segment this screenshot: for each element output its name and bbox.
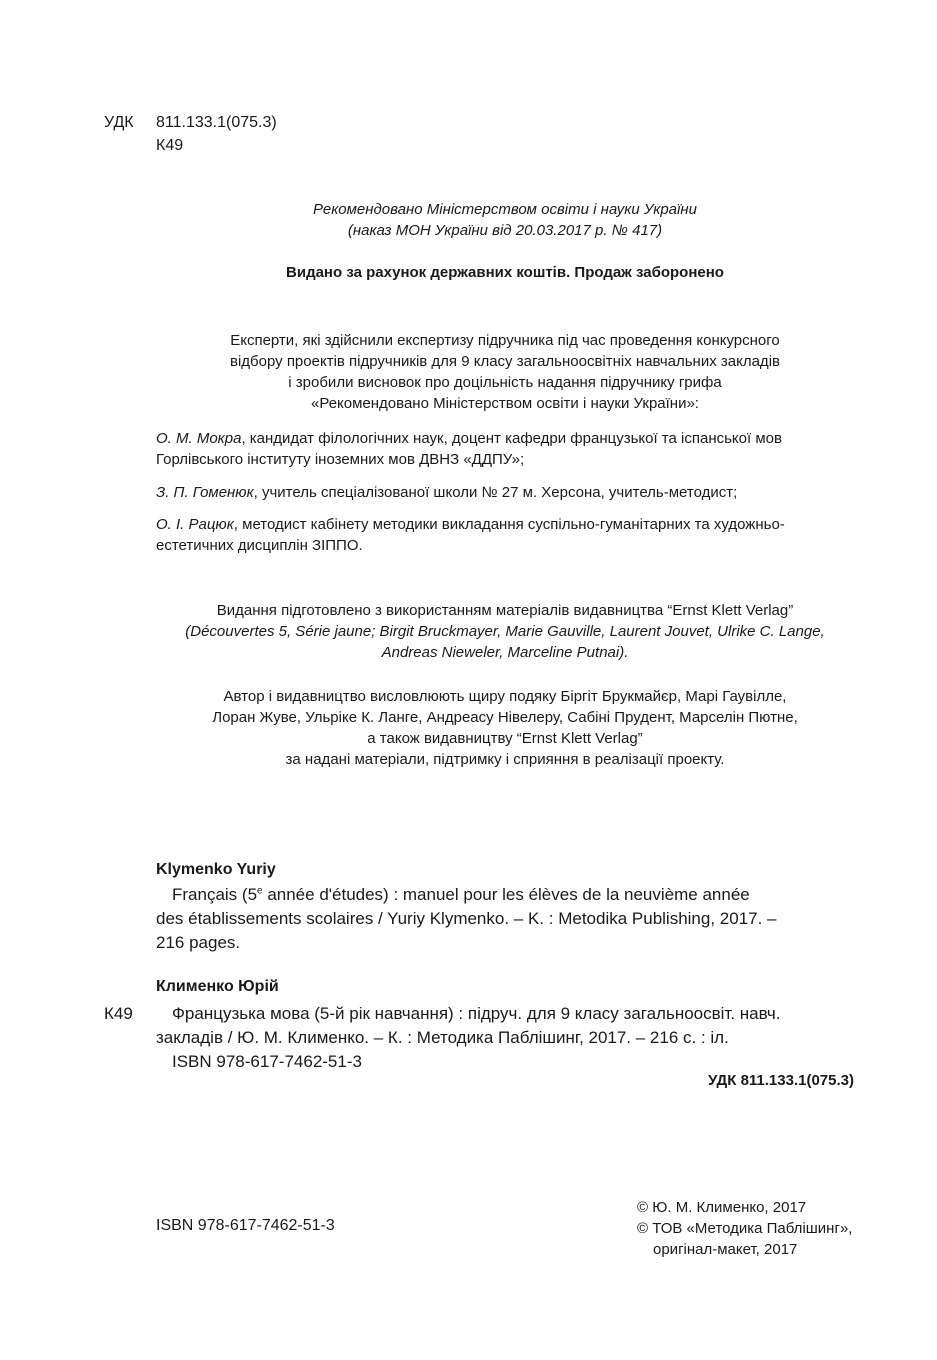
- expert-entry: [156, 428, 782, 470]
- acknowledgement-line: Автор і видавництво висловлюють щиру подяку Біргіт Брукмайєр, Марі Гаувілле,: [223, 688, 787, 705]
- expert-description: , учитель спеціалізованої школи № 27 м. Херсона, учитель-методист;: [253, 484, 738, 501]
- acknowledgement-line: Лоран Жуве, Ульріке К. Ланге, Андреасу Нівелеру, Сабіні Прудент, Марселін Пютне,: [212, 709, 798, 726]
- experts-intro-line: «Рекомендовано Міністерством освіти і науки України»:: [311, 395, 699, 412]
- french-record-title: Français (5: [172, 885, 258, 904]
- expert-description: , кандидат філологічних наук, доцент кафедри французької та іспанської мов: [241, 430, 782, 447]
- french-record: [156, 883, 856, 955]
- recommendation-order: (наказ МОН України від 20.03.2017 р. № 417): [347, 222, 663, 239]
- expert-description: Горлівського інституту іноземних мов ДВНЗ «ДДПУ»;: [156, 451, 525, 468]
- ukrainian-record: [156, 1002, 856, 1074]
- ukrainian-record-mark: К49: [104, 1004, 133, 1023]
- expert-description: , методист кабінету методики викладання суспільно-гуманітарних та художньо-: [233, 516, 785, 533]
- udk-label: УДК: [104, 114, 134, 131]
- materials-note-sources: Andreas Nieweler, Marceline Putnai).: [381, 644, 629, 661]
- expert-name: З. П. Гоменюк: [156, 484, 254, 501]
- ukrainian-record-udk: УДК 811.133.1(075.3): [707, 1072, 854, 1089]
- funding-notice: Видано за рахунок державних коштів. Продаж заборонено: [286, 264, 724, 281]
- experts-intro: [0, 330, 937, 414]
- french-record-title-rest: année d'études) : manuel pour les élèves de la neuvième année: [262, 885, 750, 904]
- experts-intro-line: і зробили висновок про доцільність надання підручнику грифа: [288, 374, 722, 391]
- copyright-author: © Ю. М. Клименко, 2017: [637, 1199, 807, 1216]
- french-record-superscript: e: [257, 885, 263, 897]
- ukrainian-record-title: Французька мова (5-й рік навчання) : підруч. для 9 класу загальноосвіт. навч.: [172, 1004, 781, 1023]
- expert-description: естетичних дисциплін ЗІППО.: [156, 537, 363, 554]
- acknowledgement-line: за надані матеріали, підтримку і сприяння в реалізації проекту.: [285, 751, 725, 768]
- author-mark: К49: [156, 137, 184, 154]
- footer-isbn: ISBN 978-617-7462-51-3: [156, 1217, 335, 1234]
- expert-entry: [156, 482, 737, 503]
- acknowledgement: [0, 686, 937, 770]
- ukrainian-record-publisher: закладів / Ю. М. Клименко. – К. : Методика Паблішинг, 2017. – 216 с. : іл.: [156, 1028, 729, 1047]
- french-record-pages: 216 pages.: [156, 933, 241, 952]
- expert-entry: [156, 514, 785, 556]
- udk-header: [104, 112, 277, 134]
- french-record-publisher: des établissements scolaires / Yuriy Klymenko. – K. : Metodika Publishing, 2017. –: [156, 909, 777, 928]
- french-record-author: Klymenko Yuriy: [156, 861, 276, 878]
- ukrainian-record-isbn: ISBN 978-617-7462-51-3: [172, 1052, 362, 1071]
- experts-intro-line: відбору проектів підручників для 9 класу загальноосвітніх навчальних закладів: [229, 353, 780, 370]
- expert-name: О. І. Рацюк: [156, 516, 234, 533]
- ukrainian-record-author: Клименко Юрій: [156, 978, 279, 995]
- recommendation-line: Рекомендовано Міністерством освіти і науки України: [313, 201, 697, 218]
- udk-code: 811.133.1(075.3): [156, 114, 277, 131]
- materials-note: [0, 600, 937, 663]
- acknowledgement-line: а також видавництву “Ernst Klett Verlag”: [367, 730, 643, 747]
- materials-note-sources: (Découvertes 5, Série jaune; Birgit Bruckmayer, Marie Gauville, Laurent Jouvet, Ulrike C. Lange,: [185, 623, 825, 640]
- expert-name: О. М. Мокра: [156, 430, 242, 447]
- copyright-block: [637, 1197, 852, 1260]
- experts-intro-line: Експерти, які здійснили експертизу підручника під час проведення конкурсного: [230, 332, 780, 349]
- copyright-layout: оригінал-макет, 2017: [653, 1241, 798, 1258]
- recommendation: [0, 199, 937, 241]
- materials-note-line: Видання підготовлено з використанням матеріалів видавництва “Ernst Klett Verlag”: [216, 602, 794, 619]
- copyright-publisher: © ТОВ «Методика Паблішинг»,: [637, 1220, 853, 1237]
